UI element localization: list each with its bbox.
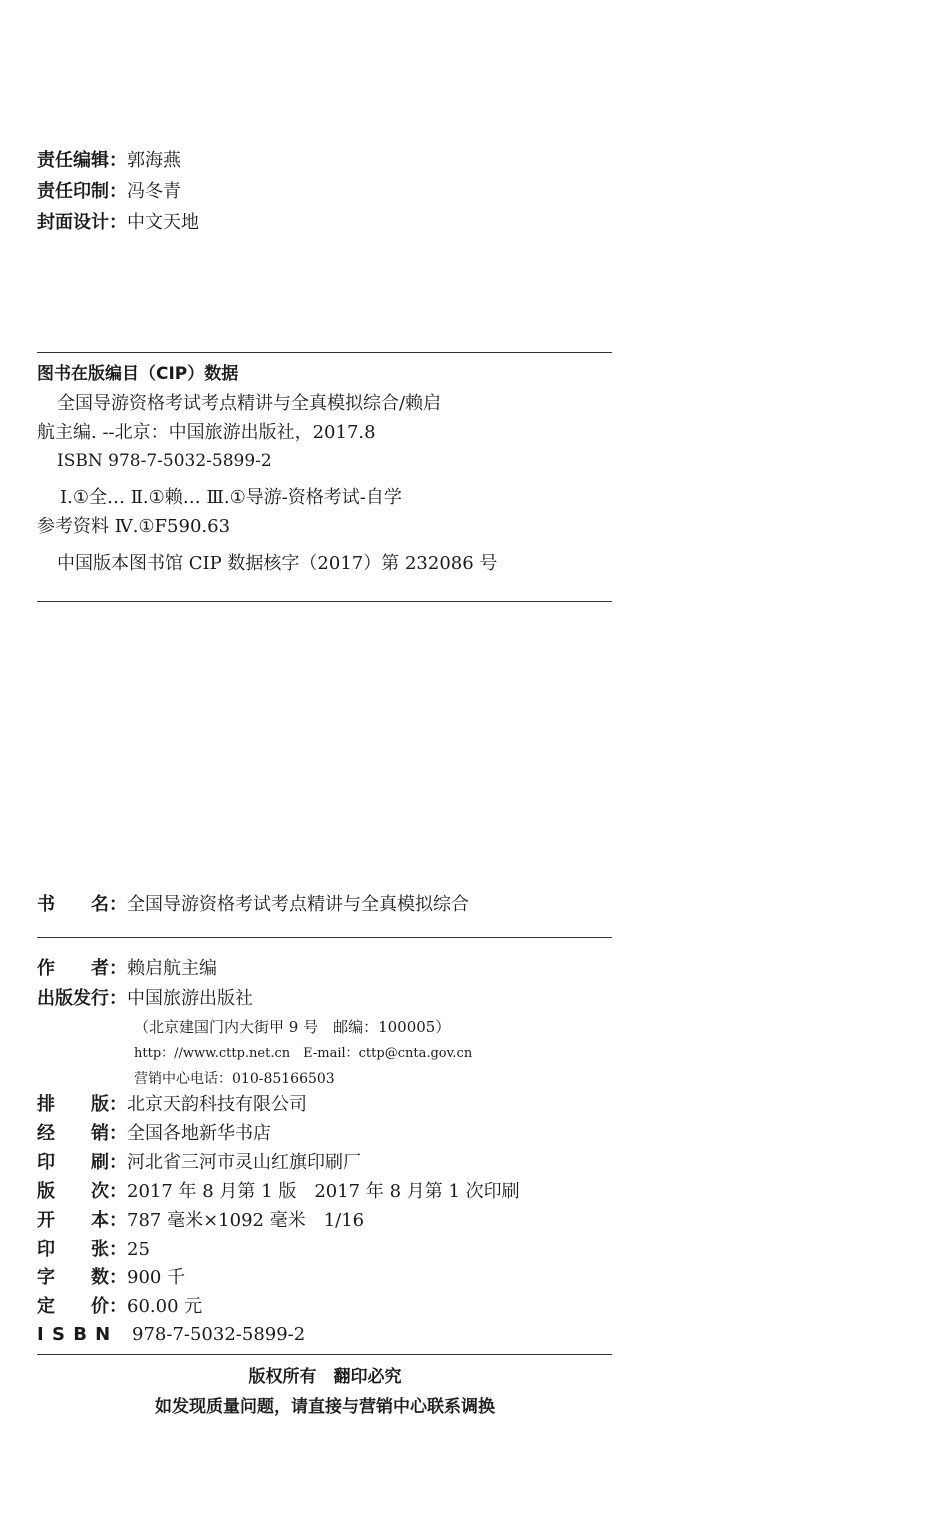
spec-value: 河北省三河市灵山红旗印刷厂 [127, 1152, 361, 1173]
spec-label: I S B N [37, 1324, 112, 1345]
cip-line-2: 航主编. --北京：中国旅游出版社，2017.8 [37, 422, 376, 443]
spec-label: 印 张： [37, 1239, 127, 1260]
spec-value: 2017 年 8 月第 1 版 2017 年 8 月第 1 次印刷 [127, 1181, 520, 1202]
title-rule [37, 937, 612, 938]
spec-value: 900 千 [127, 1267, 186, 1288]
spec-distributor [37, 1122, 271, 1146]
spec-label: 版 次： [37, 1181, 127, 1202]
book-title: 全国导游资格考试考点精讲与全真模拟综合 [127, 894, 469, 915]
spec-edition [37, 1180, 520, 1204]
book-title-row [37, 893, 469, 917]
spec-label: 排 版： [37, 1094, 127, 1115]
cip-line-1: 全国导游资格考试考点精讲与全真模拟综合/赖启 [57, 393, 442, 414]
credit-label: 责任编辑： [37, 150, 127, 171]
spec-word-count [37, 1266, 185, 1290]
cip-top-rule [37, 352, 612, 353]
cip-record-number: 中国版本图书馆 CIP 数据核字（2017）第 232086 号 [57, 553, 498, 574]
cip-bottom-rule [37, 601, 612, 602]
author-row [37, 957, 217, 981]
credit-value: 冯冬青 [127, 181, 181, 202]
author-value: 赖启航主编 [127, 958, 217, 979]
credit-value: 中文天地 [127, 212, 199, 233]
spec-format [37, 1209, 364, 1233]
spec-label: 字 数： [37, 1267, 127, 1288]
spec-label: 定 价： [37, 1296, 127, 1317]
cip-heading: 图书在版编目（CIP）数据 [37, 364, 239, 384]
spec-label: 开 本： [37, 1210, 127, 1231]
spec-value: 全国各地新华书店 [127, 1123, 271, 1144]
credit-print-supervisor [37, 180, 181, 204]
publisher-address: （北京建国门内大街甲 9 号 邮编：100005） [134, 1018, 451, 1036]
spec-printer [37, 1151, 361, 1175]
cip-isbn: ISBN 978-7-5032-5899-2 [57, 451, 272, 471]
publisher-label: 出版发行： [37, 988, 127, 1009]
spec-typesetting [37, 1093, 307, 1117]
spec-value: 787 毫米×1092 毫米 1/16 [127, 1210, 365, 1231]
cip-class-2: 参考资料 Ⅳ.①F590.63 [37, 516, 231, 537]
spec-value: 25 [127, 1239, 150, 1260]
copyright-notice: 版权所有 翻印必究 [248, 1367, 402, 1387]
spec-value: 978-7-5032-5899-2 [132, 1324, 306, 1345]
credit-label: 责任印制： [37, 181, 127, 202]
publisher-value: 中国旅游出版社 [127, 988, 253, 1009]
book-title-label: 书 名： [37, 894, 127, 915]
spec-label: 经 销： [37, 1123, 127, 1144]
credit-cover-design [37, 211, 199, 235]
credit-value: 郭海燕 [127, 150, 181, 171]
spec-label: 印 刷： [37, 1152, 127, 1173]
publisher-row [37, 987, 253, 1011]
spec-isbn [37, 1323, 305, 1347]
specs-bottom-rule [37, 1354, 612, 1355]
publisher-phone: 营销中心电话：010-85166503 [134, 1071, 335, 1087]
credit-label: 封面设计： [37, 212, 127, 233]
quality-notice: 如发现质量问题，请直接与营销中心联系调换 [155, 1397, 495, 1417]
spec-value: 60.00 元 [127, 1296, 203, 1317]
publisher-web: http：//www.cttp.net.cn E-mail：cttp@cnta.gov.cn [134, 1046, 473, 1061]
spec-price [37, 1295, 202, 1319]
cip-class-1: Ⅰ.①全… Ⅱ.①赖… Ⅲ.①导游-资格考试-自学 [60, 487, 402, 508]
spec-sheets [37, 1238, 150, 1262]
spec-value: 北京天韵科技有限公司 [127, 1094, 307, 1115]
credit-editor [37, 149, 181, 173]
author-label: 作 者： [37, 958, 127, 979]
